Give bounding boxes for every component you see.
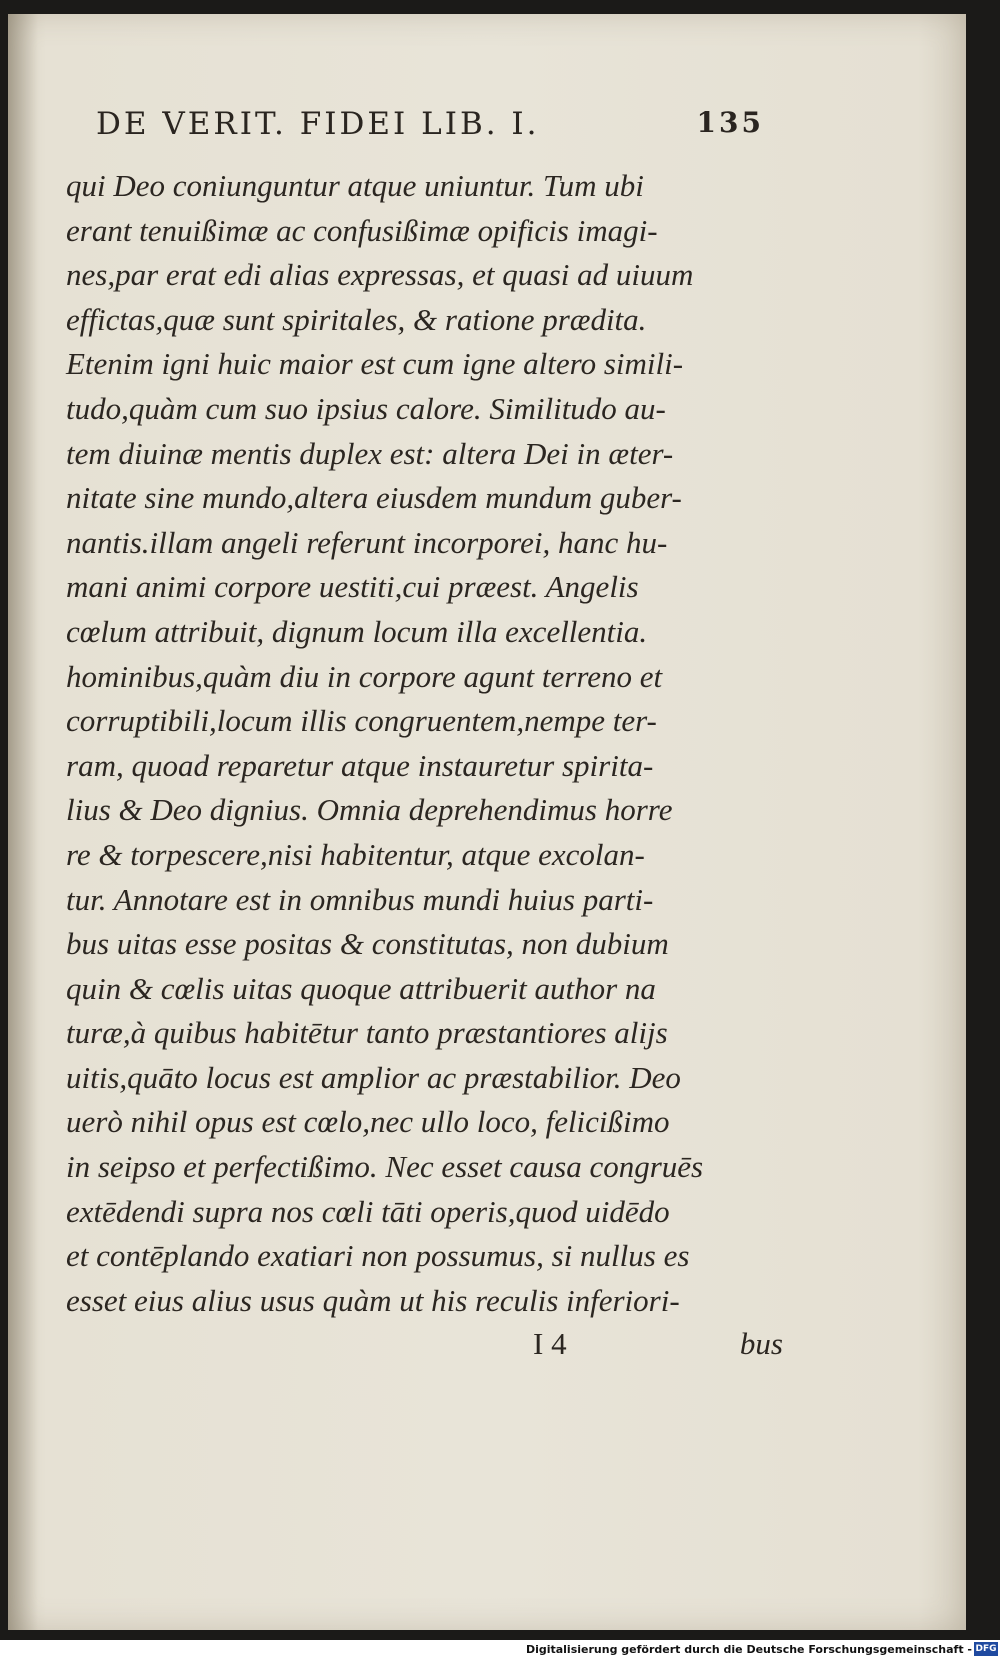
text-line: mani animi corpore uestiti,cui præest. Angelis: [66, 569, 639, 605]
text-line: cœlum attribuit, dignum locum illa excellentia.: [66, 613, 648, 649]
signature-line: [533, 1326, 783, 1366]
digitization-credit: Digitalisierung gefördert durch die Deutsche Forschungsgemeinschaft -: [525, 1643, 972, 1656]
body-text: [66, 164, 786, 1323]
text-line: tudo,quàm cum suo ipsius calore. Similitudo au-: [66, 390, 666, 426]
text-line: qui Deo coniunguntur atque uniuntur. Tum ubi: [66, 168, 644, 203]
digitization-credit-bar: [0, 1640, 1000, 1661]
text-line: nes,par erat edi alias expressas, et quasi ad uiuum: [66, 257, 694, 293]
spine-shadow: [8, 14, 38, 1630]
text-line: uerò nihil opus est cœlo,nec ullo loco, felicißimo: [66, 1104, 670, 1140]
text-line: Etenim igni huic maior est cum igne altero simili-: [66, 346, 684, 382]
text-line: corruptibili,locum illis congruentem,nempe ter-: [66, 703, 657, 739]
text-line: nantis.illam angeli referunt incorporei, hanc hu-: [66, 524, 668, 560]
text-line: tem diuinæ mentis duplex est: altera Dei in æter-: [66, 435, 674, 471]
text-line: hominibus,quàm diu in corpore agunt terreno et: [66, 658, 663, 694]
dfg-logo: DFG: [975, 1644, 997, 1654]
text-line: quin & cœlis uitas quoque attribuerit author na: [66, 970, 656, 1006]
text-line: in seipso et perfectißimo. Nec esset causa congruēs: [66, 1149, 704, 1185]
running-title: DE VERIT. FIDEI LIB. I.: [96, 106, 540, 142]
text-line: nitate sine mundo,altera eiusdem mundum guber-: [66, 480, 682, 516]
running-head: [96, 106, 764, 150]
page-number: 135: [696, 106, 764, 139]
text-line: esset eius alius usus quàm ut his reculis inferiori-: [66, 1282, 680, 1318]
signature-mark: I 4: [533, 1326, 567, 1361]
text-line: re & torpescere,nisi habitentur, atque excolan-: [66, 836, 645, 872]
text-line: uitis,quāto locus est amplior ac præstabilior. Deo: [66, 1059, 681, 1095]
text-line: turæ,à quibus habitētur tanto præstantiores alijs: [66, 1015, 668, 1051]
text-line: lius & Deo dignius. Omnia deprehendimus horre: [66, 792, 673, 828]
text-line: bus uitas esse positas & constitutas, non dubium: [66, 926, 669, 962]
catchword: bus: [739, 1326, 783, 1361]
book-page: [8, 14, 966, 1630]
text-line: effictas,quæ sunt spiritales, & ratione prædita.: [66, 301, 647, 337]
text-line: et contēplando exatiari non possumus, si nullus es: [66, 1238, 690, 1274]
text-line: erant tenuißimæ ac confusißimæ opificis imagi-: [66, 212, 658, 248]
text-line: tur. Annotare est in omnibus mundi huius parti-: [66, 881, 654, 917]
text-line: ram, quoad reparetur atque instauretur spirita-: [66, 747, 654, 783]
text-line: extēdendi supra nos cœli tāti operis,quod uidēdo: [66, 1193, 670, 1229]
